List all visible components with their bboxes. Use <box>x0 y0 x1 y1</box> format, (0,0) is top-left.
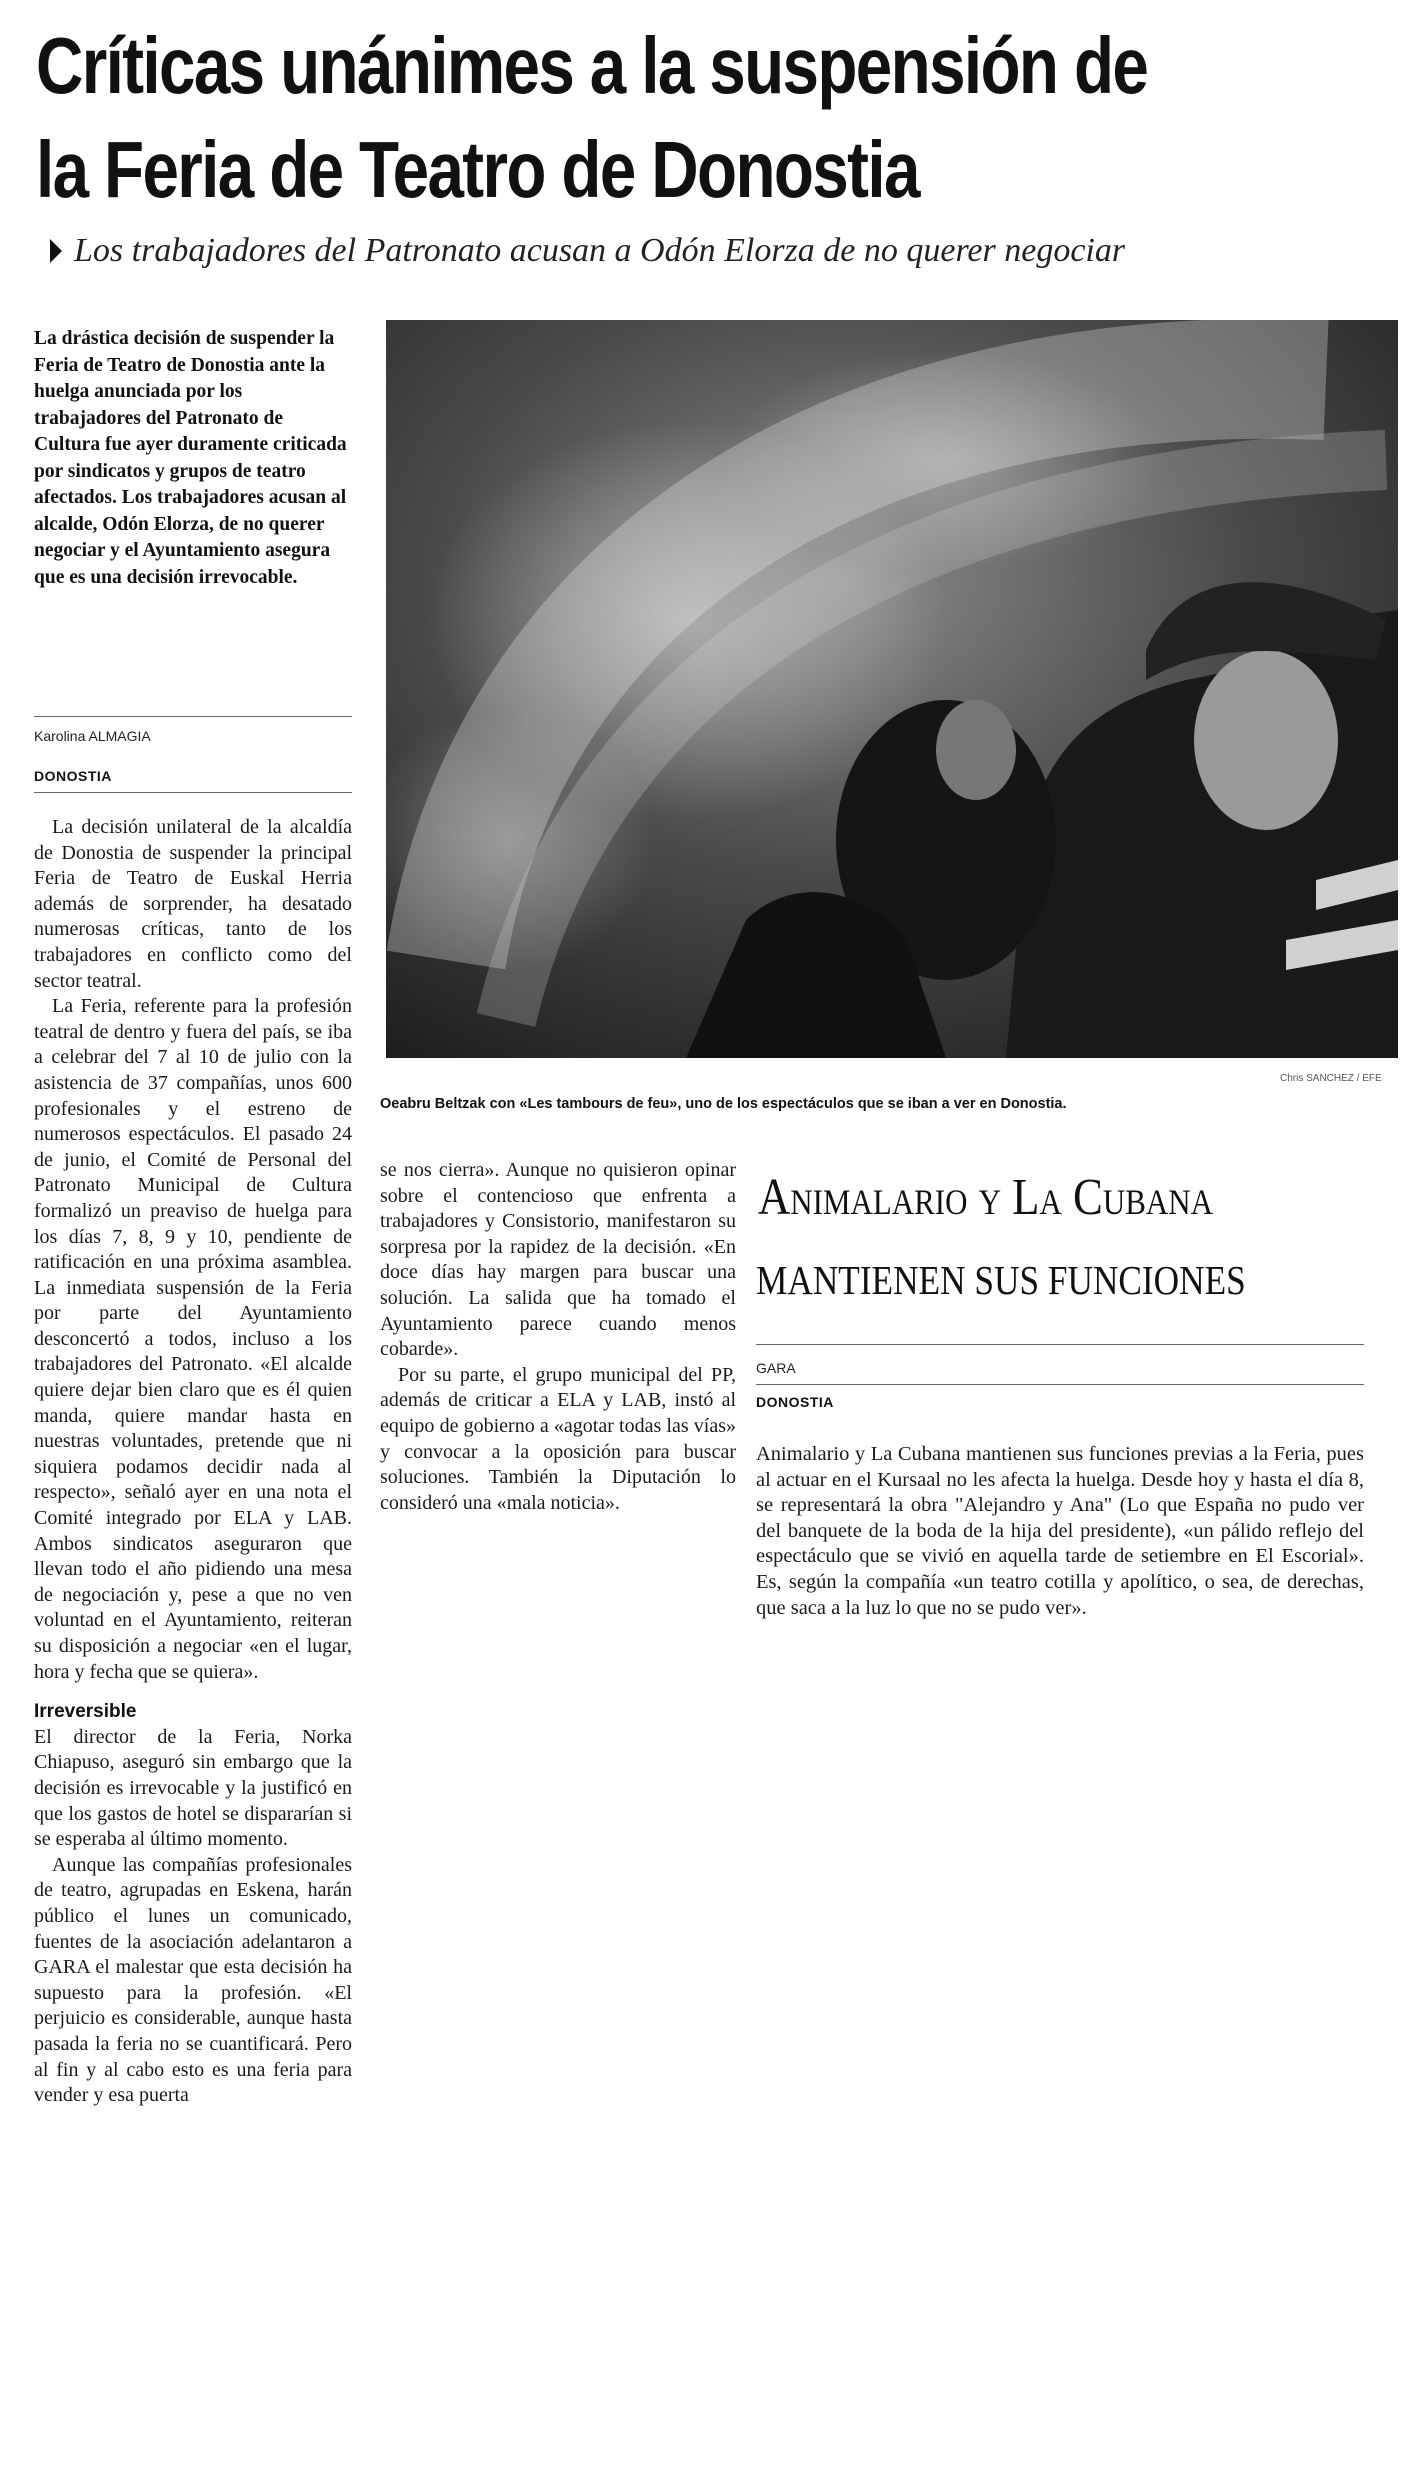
photo <box>386 320 1398 1058</box>
body-paragraph: La decisión unilateral de la alcaldía de Donostia de suspender la principal Feria de Teatro de Euskal Herria además de sorprender, ha desatado numerosas críticas, tanto de los trabajadores en conflicto como del sector teatral. <box>34 816 352 992</box>
headline-line-1: Críticas unánimes a la suspensión de <box>36 21 1148 110</box>
subheadline-text: Los trabajadores del Patronato acusan a Odón Elorza de no querer negociar <box>74 232 1126 269</box>
body-column-2 <box>380 1158 736 1516</box>
headline <box>36 14 1151 222</box>
byline-divider <box>34 716 352 717</box>
lead-paragraph: La drástica decisión de suspender la Feria de Teatro de Donostia ante la huelga anunciada por los trabajadores del Patronato de Cultura fue ayer duramente criticada por sindicatos y grupos de teatro afectados. Los trabajadores acusan al alcalde, Odón Elorza, de no querer negociar y el Ayuntamiento asegura que es una decisión irrevocable. <box>34 328 347 588</box>
body-paragraph: El director de la Feria, Norka Chiapuso, aseguró sin embargo que la decisión es irrevocable y la justificó en que los gastos de hotel se dispararían si se esperaba al último momento. <box>34 1725 352 1851</box>
triangle-bullet-icon <box>50 239 62 263</box>
subheadline <box>50 232 1390 270</box>
sidebar-byline: GARA <box>756 1360 796 1376</box>
sidebar-title-line-1: Animalario y La Cubana <box>758 1169 1213 1226</box>
body-paragraph: Por su parte, el grupo municipal del PP, además de criticar a ELA y LAB, instó al equipo de gobierno a «agotar todas las vías» y convocar a la oposición para buscar soluciones. También la Diputación lo consideró una «mala noticia». <box>380 1363 736 1514</box>
section-subhead: Irreversible <box>34 1701 137 1723</box>
sidebar-dateline: DONOSTIA <box>756 1394 834 1410</box>
headline-line-2: la Feria de Teatro de Donostia <box>36 125 919 214</box>
body-paragraph: Aunque las compañías profesionales de teatro, agrupadas en Eskena, harán público el lunes un comunicado, fuentes de la asociación adelantaron a GARA el malestar que esta decisión ha supuesto para la profesión. «El perjuicio es considerable, aunque hasta pasada la feria no se cuantificará. Pero al fin y al cabo esto es una feria para vender y esa puerta <box>34 1853 352 2107</box>
sidebar-divider <box>756 1344 1364 1345</box>
body-column-1 <box>34 815 352 2109</box>
sidebar-divider <box>756 1384 1364 1385</box>
body-paragraph: se nos cierra». Aunque no quisieron opinar sobre el contencioso que enfrenta a trabajadores y Consistorio, manifestaron su sorpresa por la rapidez de la decisión. «En doce días hay margen para buscar una solución. La salida que ha tomado el Ayuntamiento parece cuando menos cobarde». <box>380 1159 736 1361</box>
sidebar-title-line-2: MANTIENEN SUS FUNCIONES <box>756 1257 1246 1303</box>
photo-caption: Oeabru Beltzak con «Les tambours de feu», uno de los espectáculos que se iban a ver en Donostia. <box>380 1096 1067 1112</box>
body-paragraph: La Feria, referente para la profesión teatral de dentro y fuera del país, se iba a celebrar del 7 al 10 de julio con la asistencia de 37 compañías, unos 600 profesionales y el estreno de numerosos espectáculos. El pasado 24 de junio, el Comité de Personal del Patronato Municipal de Cultura formalizó un preaviso de huelga para los días 7, 8, 9 y 10, pendiente de ratificación en una próxima asamblea. La inmediata suspensión de la Feria por parte del Ayuntamiento desconcertó a todos, incluso a los trabajadores del Patronato. «El alcalde quiere dejar bien claro que es él quien manda, quiere mandar hasta en nuestras voluntades, pretende que ni siquiera podamos decidir nada al respecto», señaló ayer en una nota el Comité integrado por ELA y LAB. Ambos sindicatos aseguraron que llevan todo el año pidiendo una mesa de negociación y, pese a que no ven voluntad en el Ayuntamiento, reiteran su disposición a negociar «en el lugar, hora y fecha que se quiera». <box>34 995 352 1683</box>
photo-credit: Chris SANCHEZ / EFE <box>1280 1073 1382 1084</box>
byline: Karolina ALMAGIA <box>34 728 151 744</box>
dateline: DONOSTIA <box>34 768 112 784</box>
sidebar-text: Animalario y La Cubana mantienen sus funciones previas a la Feria, pues al actuar en el Kursaal no les afecta la huelga. Desde hoy y hasta el día 8, se representará la obra "Alejandro y Ana" (Lo que España no pudo ver del banquete de la boda de la hija del presidente), «un pálido reflejo del espectáculo que se vivió en aquella tarde de setiembre en El Escorial». Es, según la compañía «un teatro cotilla y apolítico, o sea, de derechas, que saca a la luz lo que no se pudo ver». <box>756 1443 1364 1619</box>
photo-image <box>386 320 1398 1058</box>
dateline-divider <box>34 792 352 793</box>
